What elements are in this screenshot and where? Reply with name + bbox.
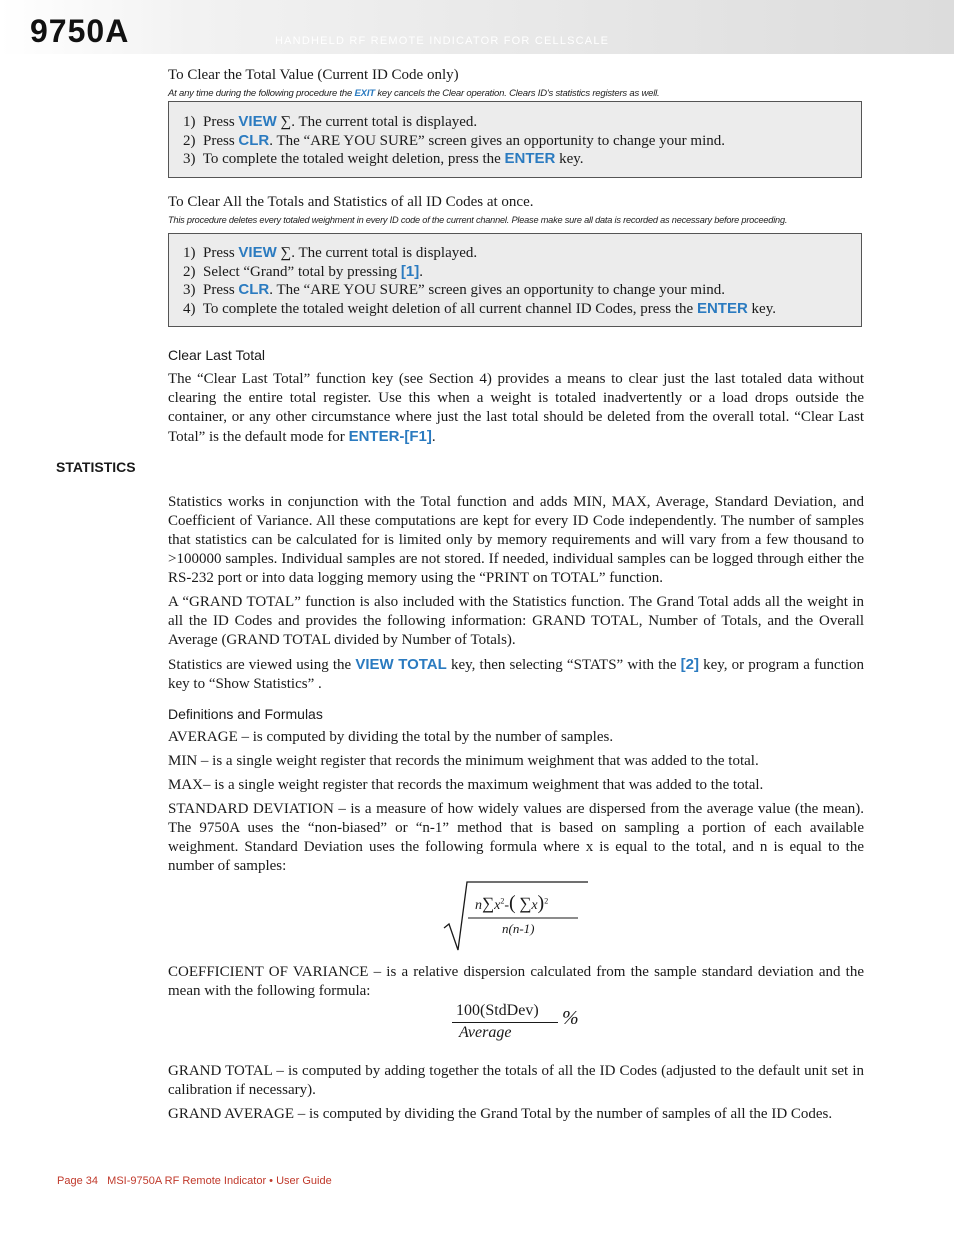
header-subtitle: HANDHELD RF REMOTE INDICATOR FOR CELLSCALE bbox=[275, 35, 610, 47]
definitions-heading: Definitions and Formulas bbox=[168, 706, 323, 722]
statistics-section bbox=[168, 493, 864, 876]
cov-formula bbox=[452, 1002, 592, 1046]
clear-last-total-section bbox=[168, 347, 864, 447]
clear-all-title: To Clear All the Totals and Statistics of all ID Codes at once. bbox=[168, 194, 534, 210]
clear-all-note: This procedure deletes every totaled weighment in every ID code of the current channel. Please make sure all data is recorded as necessary before proceeding. bbox=[168, 215, 788, 225]
cov-numerator: 100(StdDev) bbox=[456, 1002, 539, 1019]
stddev-numerator: $n\sum x^2-$( ∑x)$^2$ bbox=[475, 892, 549, 914]
cov-section bbox=[168, 963, 864, 1001]
definition-cov: COEFFICIENT OF VARIANCE – is a relative dispersion calculated from the sample standard deviation and the mean with the following formula: bbox=[168, 964, 864, 999]
definition-max: MAX– is a single weight register that records the maximum weighment that was added to the total. bbox=[168, 777, 764, 793]
statistics-paragraph-1: Statistics works in conjunction with the Total function and adds MIN, MAX, Average, Standard Deviation, and Coefficient of Variance. All these computations are kept for every ID Code independently. The number of samples that statistics can be calculated for is limited only by memory requirements and will vary from a few thousand to >100000 samples. Individual samples are not stored. If needed, individual samples can be logged through either the RS-232 port or into data logging memory using the “PRINT on TOTAL” function. bbox=[168, 494, 864, 586]
clear-last-total-heading: Clear Last Total bbox=[168, 347, 266, 363]
clear-all-section bbox=[168, 193, 864, 230]
definition-grand-total: GRAND TOTAL – is computed by adding together the totals of all the ID Codes (adjusted to the default unit set in calibration if necessary). bbox=[168, 1063, 864, 1098]
statistics-heading: STATISTICS bbox=[56, 459, 136, 475]
list-item: 2) Press CLR. The “ARE YOU SURE” screen gives an opportunity to change your mind. bbox=[183, 131, 725, 149]
exit-key-label: EXIT bbox=[354, 88, 375, 99]
page-header bbox=[0, 0, 954, 54]
definition-stddev: STANDARD DEVIATION – is a measure of how widely values are dispersed from the average value (the mean). The 9750A uses the “non-biased” or “n-1” method that is based on sampling a portion of each available weighment. Standard Deviation uses the following formula where x is equal to the total, and n is equal to the number of samples: bbox=[168, 801, 864, 874]
clear-total-note: At any time during the following procedure the EXIT key cancels the Clear operation. Clears ID's statistics registers as well. bbox=[168, 88, 660, 99]
list-item: 4) To complete the totaled weight deletion of all current channel ID Codes, press the ENTER key. bbox=[183, 299, 776, 317]
list-item: 3) To complete the totaled weight deletion, press the ENTER key. bbox=[183, 150, 584, 167]
radical-sign bbox=[442, 878, 592, 953]
stddev-denominator: n(n-1) bbox=[502, 921, 535, 936]
grand-section bbox=[168, 1062, 864, 1124]
cov-denominator: Average bbox=[459, 1024, 512, 1041]
clear-total-section bbox=[168, 66, 864, 103]
definition-grand-average: GRAND AVERAGE – is computed by dividing the Grand Total by the number of samples of all the ID Codes. bbox=[168, 1106, 833, 1122]
statistics-paragraph-2: A “GRAND TOTAL” function is also included with the Statistics function. The Grand Total adds all the weight in all the ID Codes and provides the following information: GRAND TOTAL, Number of Totals, and the Overall Average (GRAND TOTAL divided by Number of Totals). bbox=[168, 594, 864, 648]
clear-total-title: To Clear the Total Value (Current ID Code only) bbox=[168, 67, 459, 83]
list-item: 2) Select “Grand” total by pressing [1]. bbox=[183, 262, 423, 280]
fraction-bar bbox=[452, 1022, 558, 1023]
statistics-paragraph-3: Statistics are viewed using the VIEW TOTAL key, then selecting “STATS” with the [2] key, or program a function key to “Show Statistics” . bbox=[168, 656, 865, 692]
list-item: 3) Press CLR. The “ARE YOU SURE” screen gives an opportunity to change your mind. bbox=[183, 281, 725, 298]
percent-sign: % bbox=[562, 1007, 579, 1029]
list-item: 1) Press VIEW ∑. The current total is displayed. bbox=[183, 113, 478, 130]
list-item: 1) Press VIEW ∑. The current total is displayed. bbox=[183, 244, 478, 261]
clear-last-total-body: The “Clear Last Total” function key (see Section 4) provides a means to clear just the last totaled data without clearing the entire total register. Use this when a weight is totaled inadvertently or a load drops outside the container, or any other circumstance where just the last total should be deleted from the overall total. “Clear Last Total” is the default mode for ENTER-[F1]. bbox=[168, 371, 864, 445]
clear-total-steps-box bbox=[168, 101, 862, 178]
definition-min: MIN – is a single weight register that records the minimum weighment that was added to the total. bbox=[168, 753, 759, 769]
page-footer: Page 34 MSI-9750A RF Remote Indicator • User Guide bbox=[57, 1175, 332, 1187]
clear-all-steps-box bbox=[168, 233, 862, 327]
stddev-formula bbox=[442, 878, 592, 953]
definition-average: AVERAGE – is computed by dividing the total by the number of samples. bbox=[168, 729, 614, 745]
model-title: 9750A bbox=[30, 13, 130, 49]
